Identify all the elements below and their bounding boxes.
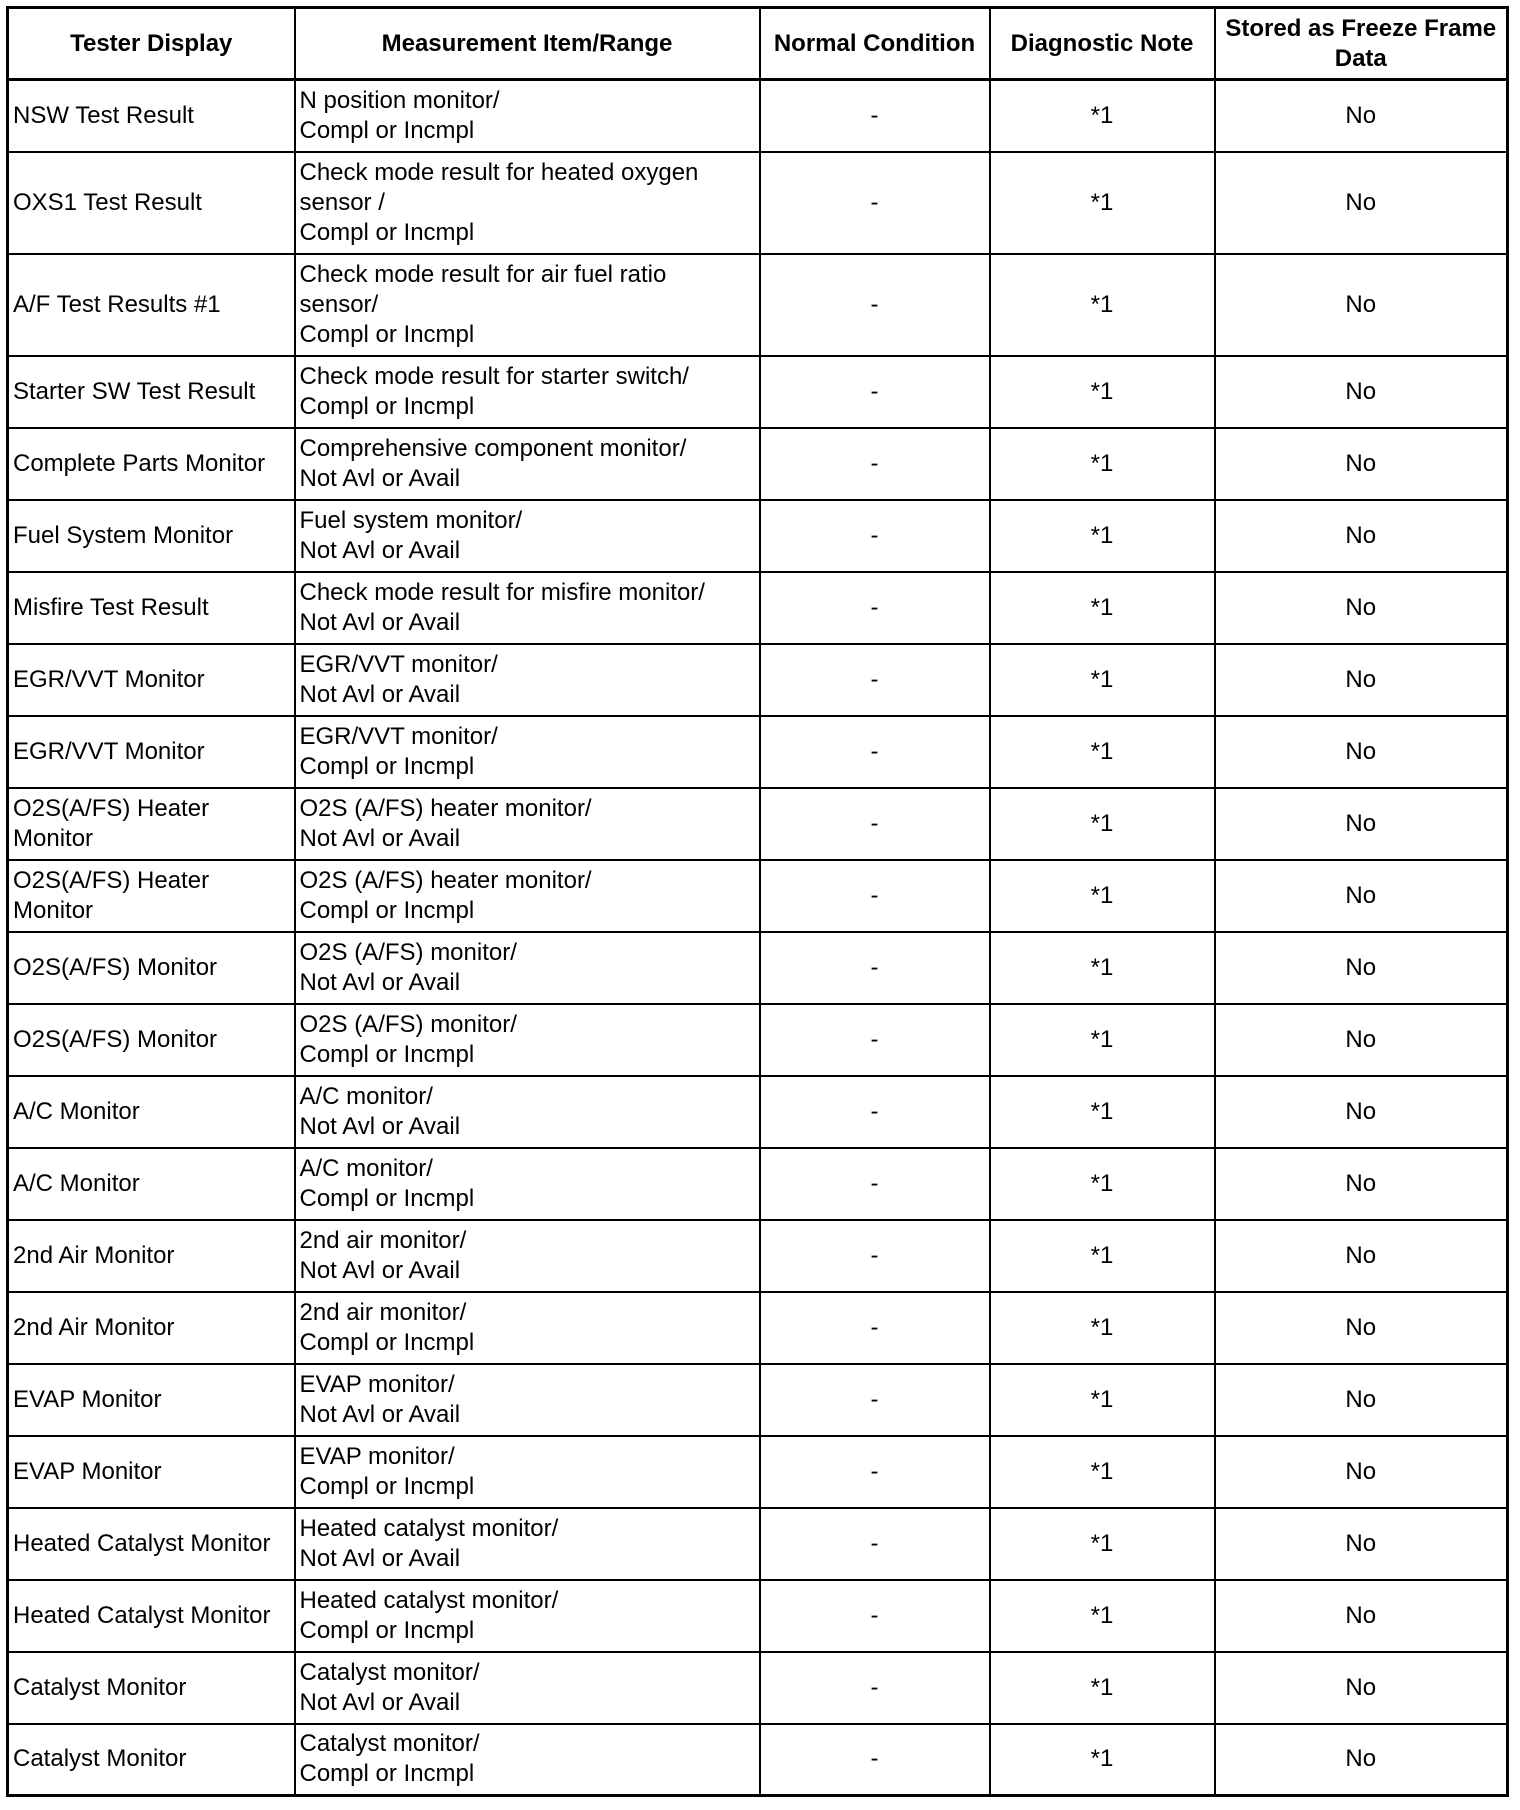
cell-tester-display-line: O2S(A/FS) Monitor [13,953,218,981]
cell-diagnostic-note: *1 [990,500,1215,572]
cell-freeze-frame: No [1215,500,1508,572]
cell-tester-display [8,644,295,716]
cell-normal-condition: - [760,860,990,932]
table-row [8,788,1508,860]
cell-measurement-line: Compl or Incmpl [299,1760,475,1788]
cell-diagnostic-note: *1 [990,1580,1215,1652]
data-table [6,6,1509,1797]
cell-tester-display-line: Catalyst Monitor [13,1745,187,1773]
cell-diagnostic-note: *1 [990,80,1215,152]
cell-tester-display [8,788,295,860]
cell-freeze-frame: No [1215,356,1508,428]
cell-freeze-frame: No [1215,644,1508,716]
cell-measurement-line: Catalyst monitor/ [299,1730,480,1758]
cell-normal-condition: - [760,428,990,500]
table-row [8,1724,1508,1796]
cell-measurement-line: Compl or Incmpl [299,320,475,348]
header-normal-condition: Normal Condition [760,8,990,80]
cell-tester-display [8,932,295,1004]
table-row [8,644,1508,716]
cell-tester-display [8,1580,295,1652]
cell-tester-display [8,860,295,932]
cell-normal-condition: - [760,932,990,1004]
cell-measurement-line: Check mode result for misfire monitor/ [299,578,705,606]
cell-tester-display-line: 2nd Air Monitor [13,1313,175,1341]
cell-measurement-line: Fuel system monitor/ [299,506,523,534]
cell-diagnostic-note: *1 [990,1076,1215,1148]
cell-measurement-line: A/C monitor/ [299,1154,433,1182]
cell-tester-display-line: Monitor [13,824,94,852]
cell-tester-display-line: Heated Catalyst Monitor [13,1529,271,1557]
cell-measurement-line: Compl or Incmpl [299,1472,475,1500]
cell-normal-condition: - [760,356,990,428]
cell-tester-display [8,1220,295,1292]
cell-diagnostic-note: *1 [990,356,1215,428]
cell-measurement [295,152,760,254]
table-row [8,152,1508,254]
table-row [8,500,1508,572]
cell-tester-display-line: O2S(A/FS) Heater [13,866,210,894]
cell-measurement-line: Not Avl or Avail [299,1256,461,1284]
table-row [8,1508,1508,1580]
cell-tester-display-line: Complete Parts Monitor [13,449,266,477]
cell-freeze-frame: No [1215,932,1508,1004]
cell-normal-condition: - [760,500,990,572]
cell-tester-display [8,1724,295,1796]
cell-tester-display [8,1652,295,1724]
cell-diagnostic-note: *1 [990,1148,1215,1220]
cell-measurement [295,1436,760,1508]
cell-tester-display-line: A/C Monitor [13,1169,140,1197]
cell-normal-condition: - [760,1004,990,1076]
cell-tester-display-line: O2S(A/FS) Heater [13,794,210,822]
cell-measurement-line: O2S (A/FS) heater monitor/ [299,866,592,894]
cell-tester-display-line: 2nd Air Monitor [13,1241,175,1269]
cell-normal-condition: - [760,1364,990,1436]
cell-freeze-frame: No [1215,1364,1508,1436]
cell-measurement-line: Check mode result for starter switch/ [299,362,689,390]
cell-freeze-frame: No [1215,1292,1508,1364]
cell-freeze-frame: No [1215,1724,1508,1796]
cell-measurement [295,356,760,428]
cell-measurement [295,1148,760,1220]
cell-freeze-frame: No [1215,1076,1508,1148]
table-row [8,1652,1508,1724]
cell-measurement-line: Compl or Incmpl [299,392,475,420]
table-row [8,80,1508,152]
cell-measurement-line: Compl or Incmpl [299,116,475,144]
cell-measurement [295,428,760,500]
header-measurement-item-range: Measurement Item/Range [295,8,760,80]
cell-measurement-line: Heated catalyst monitor/ [299,1514,559,1542]
cell-tester-display-line: Monitor [13,896,94,924]
table-row [8,1436,1508,1508]
cell-tester-display [8,1148,295,1220]
cell-tester-display [8,1508,295,1580]
cell-tester-display-line: EGR/VVT Monitor [13,737,205,765]
header-freeze-frame-line2: Frame Data [1334,14,1497,72]
cell-diagnostic-note: *1 [990,1508,1215,1580]
cell-diagnostic-note: *1 [990,788,1215,860]
cell-measurement-line: EVAP monitor/ [299,1370,455,1398]
table-body [8,80,1508,1796]
cell-measurement-line: Not Avl or Avail [299,608,461,636]
cell-tester-display-line: Catalyst Monitor [13,1673,187,1701]
cell-measurement [295,254,760,356]
cell-diagnostic-note: *1 [990,572,1215,644]
cell-diagnostic-note: *1 [990,716,1215,788]
cell-normal-condition: - [760,1148,990,1220]
header-freeze-frame-line1: Stored as Freeze [1225,14,1418,42]
cell-measurement [295,1364,760,1436]
cell-measurement-line: A/C monitor/ [299,1082,433,1110]
cell-diagnostic-note: *1 [990,932,1215,1004]
cell-tester-display-line: NSW Test Result [13,101,194,129]
cell-measurement-line: Compl or Incmpl [299,752,475,780]
table-row [8,1220,1508,1292]
cell-tester-display [8,1364,295,1436]
cell-tester-display-line: A/C Monitor [13,1097,140,1125]
cell-freeze-frame: No [1215,1220,1508,1292]
cell-normal-condition: - [760,1076,990,1148]
cell-diagnostic-note: *1 [990,1292,1215,1364]
cell-measurement-line: sensor / [299,188,385,216]
cell-tester-display-line: OXS1 Test Result [13,188,202,216]
cell-tester-display [8,500,295,572]
cell-measurement [295,1508,760,1580]
cell-tester-display-line: Starter SW Test Result [13,377,256,405]
cell-tester-display [8,1292,295,1364]
cell-measurement-line: Comprehensive component monitor/ [299,434,687,462]
table-row [8,860,1508,932]
cell-normal-condition: - [760,1508,990,1580]
cell-measurement-line: Not Avl or Avail [299,1688,461,1716]
cell-freeze-frame: No [1215,1508,1508,1580]
cell-measurement [295,860,760,932]
cell-diagnostic-note: *1 [990,1004,1215,1076]
cell-diagnostic-note: *1 [990,1220,1215,1292]
cell-freeze-frame: No [1215,254,1508,356]
cell-measurement-line: Not Avl or Avail [299,464,461,492]
cell-normal-condition: - [760,152,990,254]
cell-freeze-frame: No [1215,1580,1508,1652]
table-row [8,254,1508,356]
cell-freeze-frame: No [1215,80,1508,152]
cell-tester-display-line: EVAP Monitor [13,1457,162,1485]
cell-measurement-line: Compl or Incmpl [299,1616,475,1644]
cell-normal-condition: - [760,1436,990,1508]
cell-measurement-line: Heated catalyst monitor/ [299,1586,559,1614]
cell-normal-condition: - [760,1724,990,1796]
cell-measurement-line: EGR/VVT monitor/ [299,722,498,750]
cell-measurement-line: O2S (A/FS) monitor/ [299,938,517,966]
table-header-row [8,8,1508,80]
cell-measurement [295,1220,760,1292]
cell-normal-condition: - [760,572,990,644]
header-diagnostic-note: Diagnostic Note [990,8,1215,80]
cell-measurement-line: Not Avl or Avail [299,1400,461,1428]
cell-freeze-frame: No [1215,1004,1508,1076]
cell-diagnostic-note: *1 [990,644,1215,716]
cell-tester-display [8,1076,295,1148]
cell-normal-condition: - [760,788,990,860]
cell-measurement-line: Compl or Incmpl [299,896,475,924]
cell-freeze-frame: No [1215,1436,1508,1508]
cell-tester-display [8,572,295,644]
cell-measurement-line: N position monitor/ [299,86,500,114]
cell-measurement-line: Catalyst monitor/ [299,1658,480,1686]
cell-diagnostic-note: *1 [990,254,1215,356]
cell-normal-condition: - [760,80,990,152]
cell-tester-display-line: Fuel System Monitor [13,521,234,549]
cell-freeze-frame: No [1215,716,1508,788]
cell-normal-condition: - [760,1292,990,1364]
cell-measurement [295,1292,760,1364]
cell-diagnostic-note: *1 [990,428,1215,500]
cell-measurement [295,1724,760,1796]
cell-measurement [295,716,760,788]
cell-diagnostic-note: *1 [990,1652,1215,1724]
cell-tester-display-line: O2S(A/FS) Monitor [13,1025,218,1053]
cell-measurement-line: Not Avl or Avail [299,680,461,708]
cell-measurement-line: 2nd air monitor/ [299,1298,467,1326]
cell-tester-display [8,152,295,254]
cell-measurement-line: Compl or Incmpl [299,218,475,246]
cell-tester-display [8,80,295,152]
cell-diagnostic-note: *1 [990,1364,1215,1436]
cell-tester-display-line: EVAP Monitor [13,1385,162,1413]
cell-tester-display [8,254,295,356]
cell-tester-display [8,1436,295,1508]
cell-diagnostic-note: *1 [990,152,1215,254]
cell-measurement-line: Not Avl or Avail [299,824,461,852]
cell-normal-condition: - [760,1220,990,1292]
cell-normal-condition: - [760,1580,990,1652]
cell-measurement [295,572,760,644]
cell-measurement-line: O2S (A/FS) heater monitor/ [299,794,592,822]
cell-diagnostic-note: *1 [990,1724,1215,1796]
table-row [8,1076,1508,1148]
cell-measurement-line: EGR/VVT monitor/ [299,650,498,678]
cell-measurement [295,80,760,152]
cell-normal-condition: - [760,1652,990,1724]
cell-measurement-line: Not Avl or Avail [299,536,461,564]
cell-freeze-frame: No [1215,860,1508,932]
cell-measurement-line: O2S (A/FS) monitor/ [299,1010,517,1038]
table-row [8,1004,1508,1076]
cell-tester-display-line: EGR/VVT Monitor [13,665,205,693]
cell-normal-condition: - [760,644,990,716]
cell-measurement-line: Not Avl or Avail [299,1544,461,1572]
cell-measurement [295,1076,760,1148]
cell-tester-display [8,356,295,428]
cell-diagnostic-note: *1 [990,860,1215,932]
cell-freeze-frame: No [1215,428,1508,500]
header-freeze-frame-data [1215,8,1508,80]
table-row [8,1292,1508,1364]
cell-freeze-frame: No [1215,1148,1508,1220]
data-table-container [6,6,1509,1797]
table-row [8,1148,1508,1220]
cell-diagnostic-note: *1 [990,1436,1215,1508]
cell-measurement-line: 2nd air monitor/ [299,1226,467,1254]
cell-normal-condition: - [760,254,990,356]
cell-freeze-frame: No [1215,152,1508,254]
table-row [8,1580,1508,1652]
cell-measurement-line: Compl or Incmpl [299,1040,475,1068]
cell-tester-display-line: Heated Catalyst Monitor [13,1601,271,1629]
cell-measurement-line: Compl or Incmpl [299,1184,475,1212]
cell-freeze-frame: No [1215,1652,1508,1724]
cell-tester-display [8,716,295,788]
cell-measurement [295,1652,760,1724]
cell-tester-display-line: Misfire Test Result [13,593,209,621]
cell-measurement [295,500,760,572]
cell-measurement [295,1004,760,1076]
cell-measurement-line: sensor/ [299,290,379,318]
cell-measurement-line: EVAP monitor/ [299,1442,455,1470]
cell-measurement-line: Check mode result for heated oxygen [299,158,699,186]
cell-measurement-line: Compl or Incmpl [299,1328,475,1356]
cell-measurement-line: Not Avl or Avail [299,968,461,996]
cell-normal-condition: - [760,716,990,788]
cell-measurement [295,644,760,716]
cell-tester-display-line: A/F Test Results #1 [13,290,221,318]
cell-tester-display [8,1004,295,1076]
table-row [8,1364,1508,1436]
table-row [8,932,1508,1004]
table-row [8,716,1508,788]
table-row [8,572,1508,644]
cell-freeze-frame: No [1215,572,1508,644]
header-tester-display: Tester Display [8,8,295,80]
cell-measurement [295,932,760,1004]
cell-measurement-line: Not Avl or Avail [299,1112,461,1140]
cell-measurement-line: Check mode result for air fuel ratio [299,260,667,288]
table-row [8,428,1508,500]
cell-measurement [295,788,760,860]
cell-tester-display [8,428,295,500]
cell-freeze-frame: No [1215,788,1508,860]
cell-measurement [295,1580,760,1652]
table-row [8,356,1508,428]
